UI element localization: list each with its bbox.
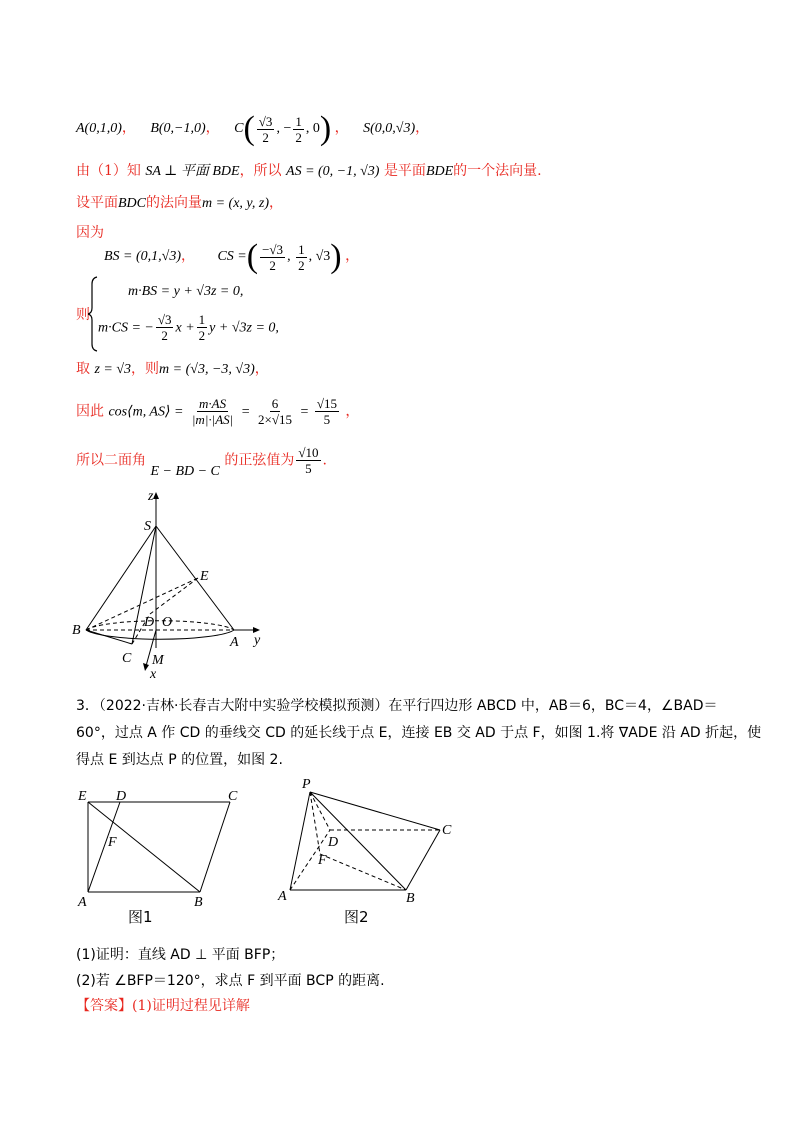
normal-as-line: 由（1）知 SA ⊥ 平面 BDE，所以 AS = (0, −1, √3) 是平面BDE的一个法向量. — [76, 163, 542, 179]
label-x: x — [150, 667, 157, 678]
label-m: M — [152, 653, 164, 668]
fig2-label-d: D — [328, 835, 339, 850]
set-normal-line: 设平面BDC的法向量m = (x, y, z)， — [76, 195, 283, 211]
fig1-label-b: B — [194, 895, 203, 910]
point-s: S(0,0,√3) — [363, 121, 416, 137]
segment-bc — [86, 630, 132, 644]
vector-cs: CS =( $\frac{-√3}{2}$ , $\frac{1}{2}$ , √3) — [217, 238, 342, 275]
question-2: (2)若 ∠BFP＝120°，求点 F 到平面 BCP 的距离. — [76, 973, 385, 989]
because-line: 因为 — [76, 225, 104, 241]
z-axis-arrow — [153, 492, 159, 499]
segment-de — [150, 578, 198, 614]
fig2-label-a: A — [278, 889, 287, 904]
system-eq2: m·CS = − $\frac{√3}{2}$ x + $\frac{1}{2}$ y + √3z = 0, — [98, 312, 279, 343]
take-z-line: 取 z = √3，则m = (√3, −3, √3)， — [76, 361, 269, 377]
system-eq1: m·BS = y + √3z = 0, — [128, 284, 244, 299]
edge-bc — [406, 830, 440, 890]
fig2-caption: 图2 — [344, 908, 369, 926]
system-brace — [88, 276, 98, 352]
figure-1 — [74, 788, 254, 912]
edge-pd — [310, 792, 330, 830]
label-y: y — [254, 633, 261, 648]
point-a: A(0,1,0) — [76, 121, 122, 137]
label-e: E — [200, 569, 209, 584]
label-c: C — [122, 651, 132, 666]
point-b: B(0,−1,0) — [150, 121, 206, 137]
fig1-label-a: A — [78, 895, 87, 910]
system-label: 则 — [76, 307, 90, 323]
fig1-label-d: D — [116, 789, 127, 804]
segment-eb — [88, 802, 200, 892]
edge-pc — [310, 792, 440, 830]
label-o: O — [162, 615, 173, 630]
problem3-line2: 60°，过点 A 作 CD 的垂线交 CD 的延长线于点 E，连接 EB 交 AD 于点 F，如图 1.将 ∇ADE 沿 AD 折起，使 — [76, 725, 762, 741]
question-1: (1)证明：直线 AD ⊥ 平面 BFP； — [76, 947, 285, 963]
x-axis-arrow — [143, 663, 149, 671]
side-bc — [200, 802, 230, 892]
fig2-label-c: C — [442, 823, 452, 838]
sine-line: 所以二面角 E − BD − C 的正弦值为 $\frac{√10}{5}$ . — [76, 445, 327, 479]
answer-line — [76, 995, 250, 1015]
points-line: A(0,1,0)， B(0,−1,0)， C( $\frac{√3}{2}$ , − $\frac{1}{2}$ , 0) ， S(0,0,√3)， — [76, 110, 430, 147]
fig2-label-f: F — [318, 853, 327, 868]
fig2-label-b: B — [406, 891, 415, 906]
point-c: C( $\frac{√3}{2}$ , − $\frac{1}{2}$ , 0) — [234, 110, 332, 147]
problem3-line1: 3．（2022·吉林·长春吉大附中实验学校模拟预测）在平行四边形 ABCD 中，AB＝6，BC＝4，∠BAD＝ — [76, 698, 718, 714]
label-d: D — [144, 615, 155, 630]
fig1-label-f: F — [108, 835, 117, 850]
cone-figure — [70, 488, 280, 678]
vector-bs: BS = (0,1,√3)， CS =( $\frac{-√3}{2}$ , $\frac{1}{2}$ , √3) ， — [104, 238, 360, 275]
figure-2 — [272, 772, 462, 906]
fig2-label-p: P — [302, 777, 311, 792]
edge-fb — [320, 854, 406, 890]
base-back — [86, 621, 234, 630]
answer-text: (1)证明过程见详解 — [132, 998, 250, 1014]
cos-line: 因此 cos⟨m, AS⟩ = $\frac{m\cdot AS}{|m|\cdot|AS|}$ = $\frac{6}{2\times√15}$ = $\frac{√15}{5}$ ， — [76, 396, 360, 427]
fig1-label-e: E — [78, 789, 87, 804]
label-b: B — [72, 623, 81, 638]
fig1-label-c: C — [228, 789, 238, 804]
label-z: z — [148, 489, 154, 504]
base-front — [86, 630, 234, 639]
label-a: A — [230, 635, 239, 650]
fig1-caption: 图1 — [128, 908, 153, 926]
label-s: S — [144, 519, 151, 534]
edge-pb — [310, 792, 406, 890]
answer-tag: 【答案】 — [76, 998, 132, 1014]
problem3-line3: 得点 E 到达点 P 的位置，如图 2. — [76, 752, 283, 768]
segment-be — [86, 578, 198, 630]
